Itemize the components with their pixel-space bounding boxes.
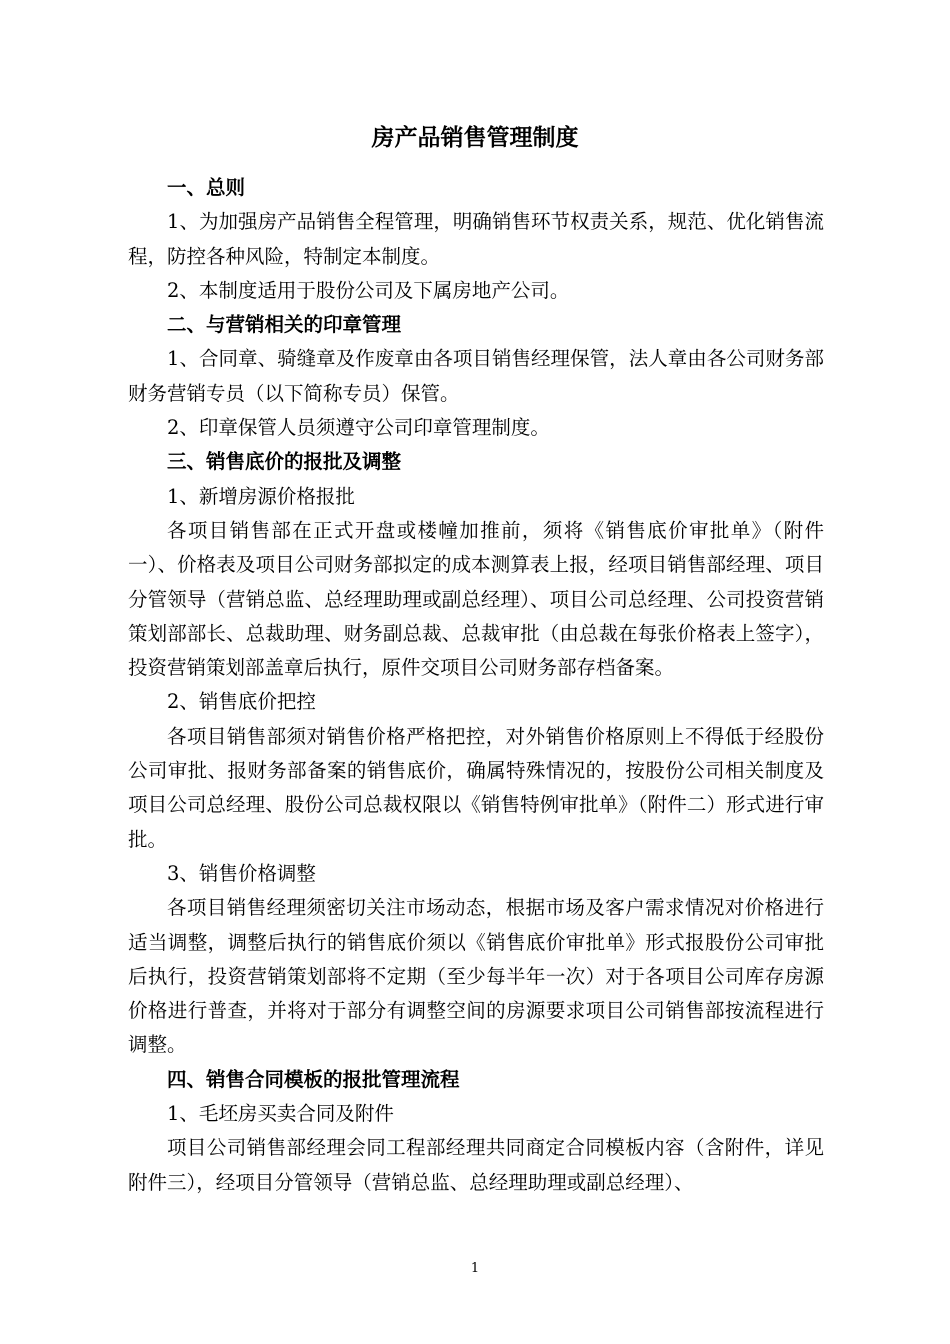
document-title: 房产品销售管理制度 [371,124,579,151]
subsection-heading: 2、销售底价把控 [167,690,316,714]
section-heading: 四、销售合同模板的报批管理流程 [167,1067,460,1091]
paragraph: 各项目销售经理须密切关注市场动态，根据市场及客户需求情况对价格进行适当调整，调整后执行的销售底价须以《销售底价审批单》形式报股份公司审批后执行，投资营销策划部将不定期（至少每半年一次）对于各项目公司库存房源价格进行普查，并将对于部分有调整空间的房源要求项目公司销售部按流程进行调整。 [128,896,824,1057]
paragraph: 各项目销售部在正式开盘或楼幢加推前，须将《销售底价审批单》（附件一）、价格表及项目公司财务部拟定的成本测算表上报，经项目销售部经理、项目分管领导（营销总监、总经理助理或副总经理）、项目公司总经理、公司投资营销策划部部长、总裁助理、财务副总裁、总裁审批（由总裁在每张价格表上签字），投资营销策划部盖章后执行，原件交项目公司财务部存档备案。 [128,518,824,680]
section-heading: 一、总则 [167,176,246,199]
page-number: 1 [470,1261,480,1276]
subsection-heading: 3、销售价格调整 [167,861,316,885]
paragraph: 2、本制度适用于股份公司及下属房地产公司。 [167,278,570,302]
paragraph: 2、印章保管人员须遵守公司印章管理制度。 [167,416,550,440]
paragraph: 各项目销售部须对销售价格严格把控，对外销售价格原则上不得低于经股份公司审批、报财务部备案的销售底价，确属特殊情况的，按股份公司相关制度及项目公司总经理、股份公司总裁权限以《销售特例审批单》（附件二）形式进行审批。 [128,724,824,851]
subsection-heading: 1、毛坯房买卖合同及附件 [167,1102,394,1126]
section-heading: 三、销售底价的报批及调整 [167,450,402,474]
document-body [128,171,824,1200]
paragraph: 1、合同章、骑缝章及作废章由各项目销售经理保管，法人章由各公司财务部财务营销专员（以下简称专员）保管。 [128,347,824,405]
paragraph: 1、为加强房产品销售全程管理，明确销售环节权责关系，规范、优化销售流程，防控各种风险，特制定本制度。 [128,210,824,268]
paragraph: 项目公司销售部经理会同工程部经理共同商定合同模板内容（含附件，详见附件三），经项目分管领导（营销总监、总经理助理或副总经理）、 [128,1136,824,1194]
subsection-heading: 1、新增房源价格报批 [167,484,355,508]
section-heading: 二、与营销相关的印章管理 [167,313,402,337]
